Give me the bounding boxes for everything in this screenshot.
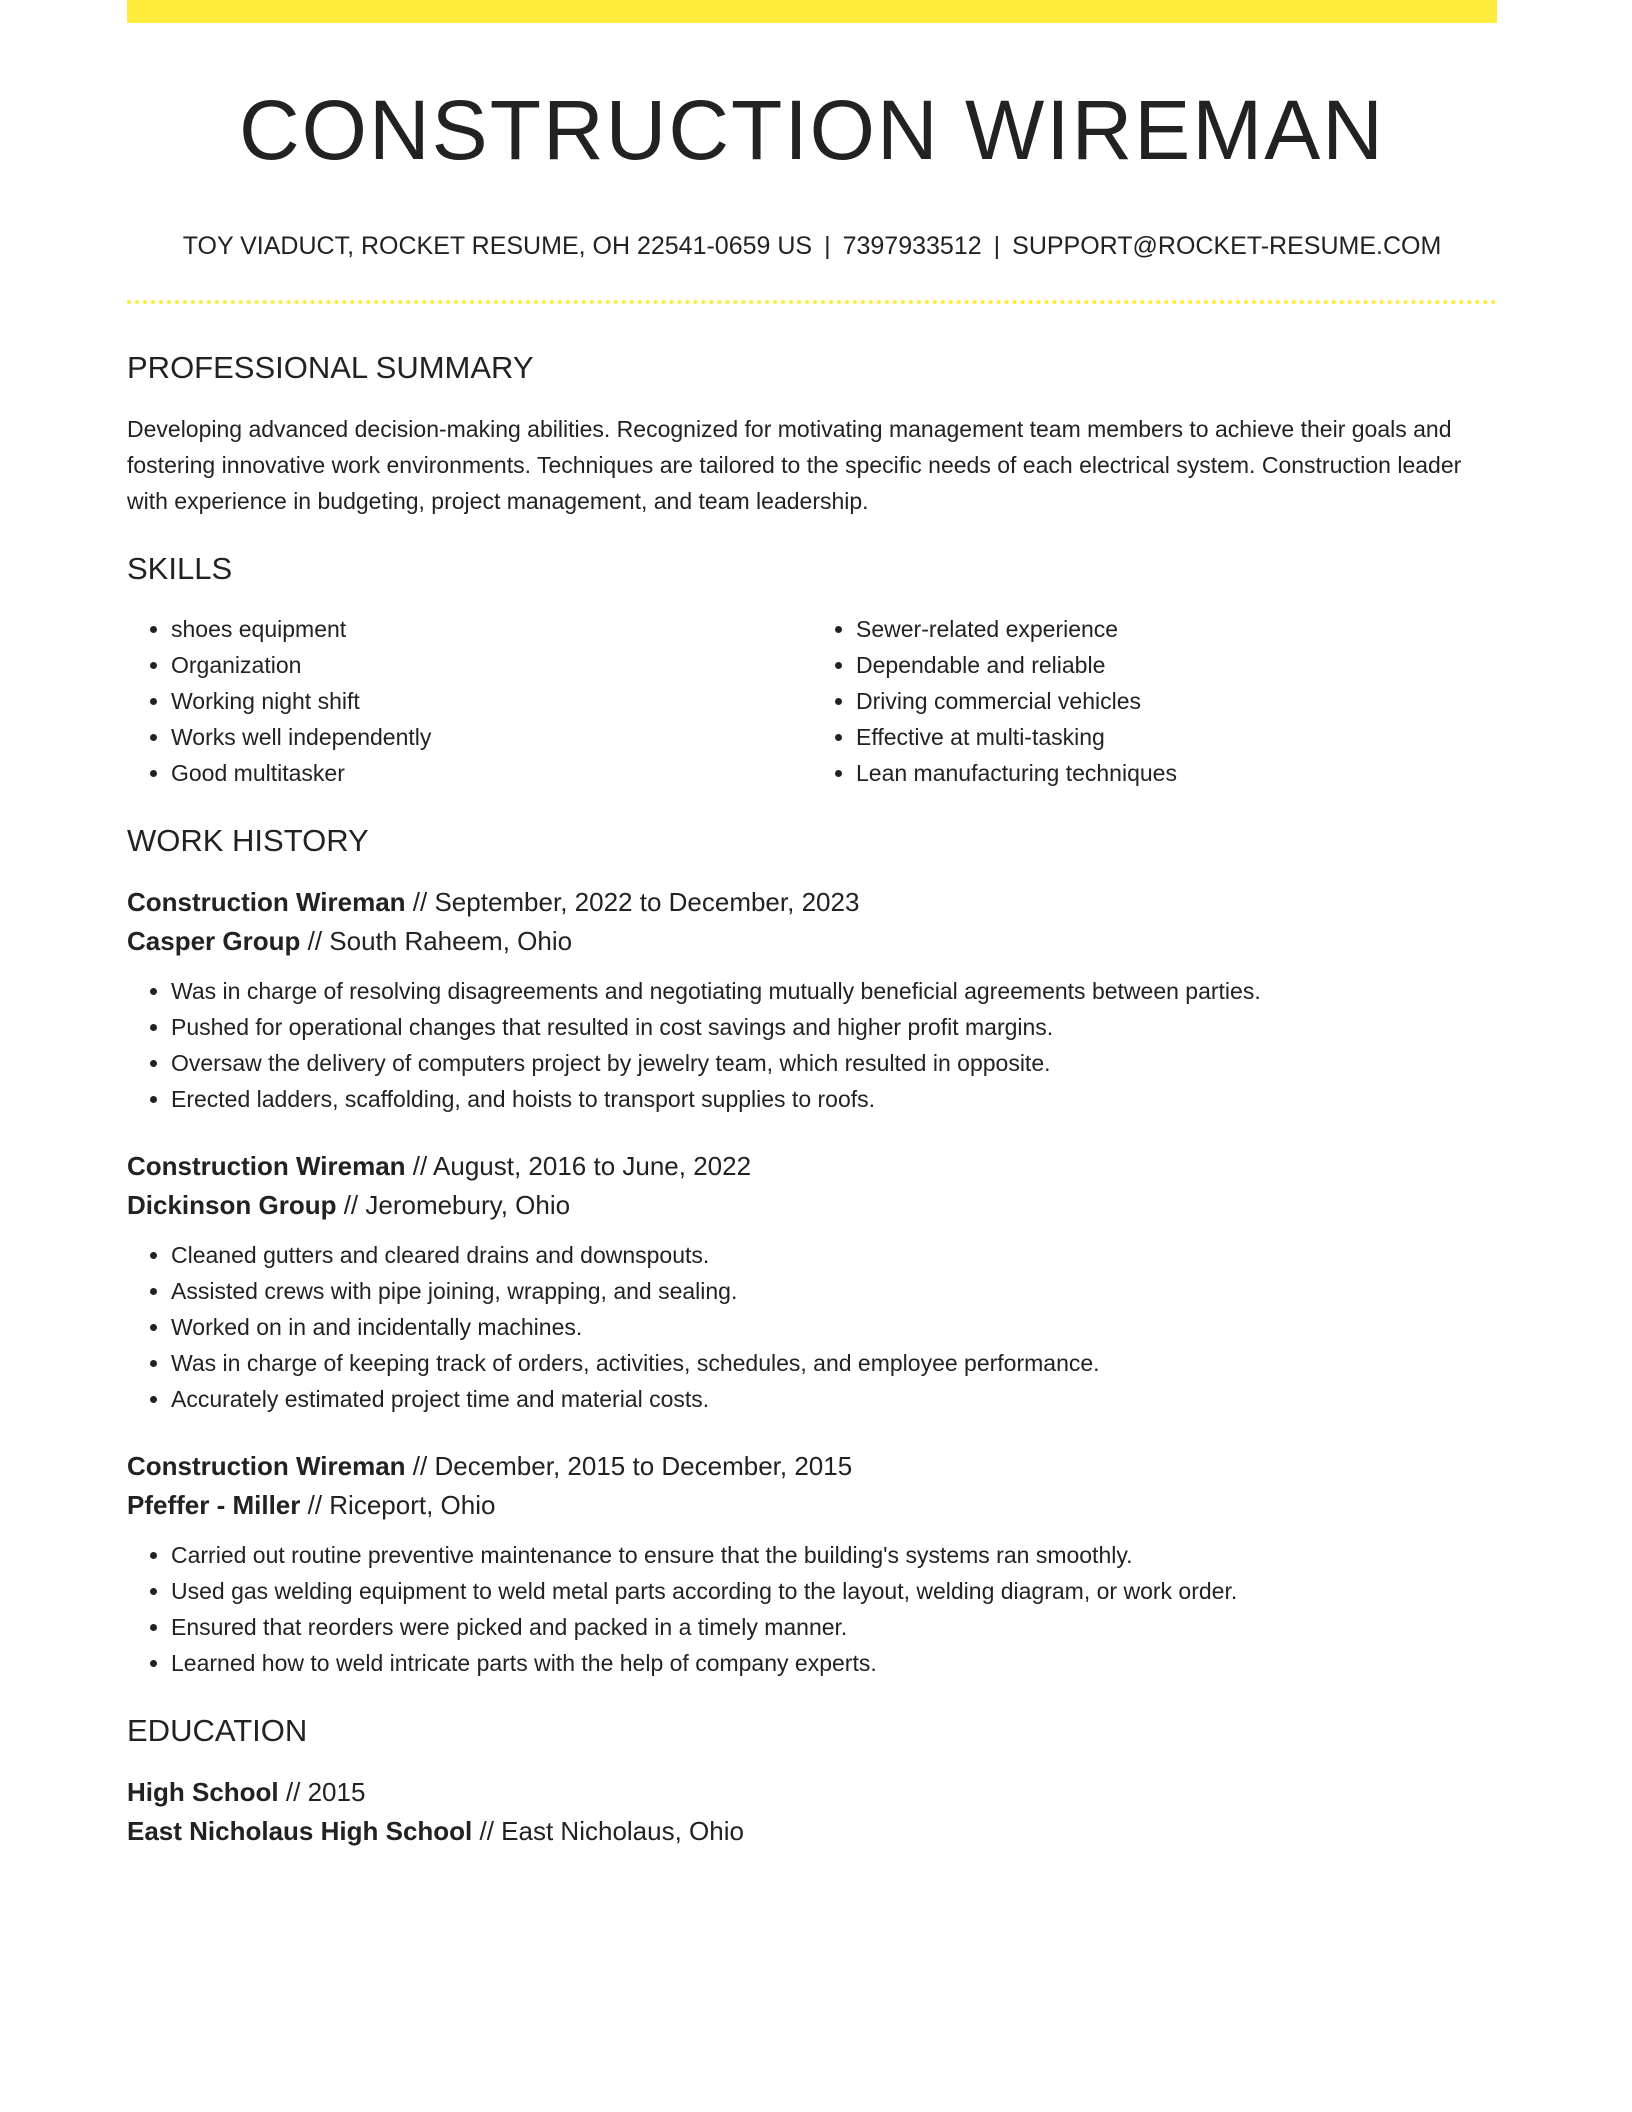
skills-column-right <box>812 611 1497 791</box>
job-company-line <box>127 1486 1497 1525</box>
skill-item: • Works well independently <box>171 719 812 755</box>
job-company: Pfeffer - Miller <box>127 1490 301 1520</box>
job-bullet: • Assisted crews with pipe joining, wrapping, and sealing. <box>171 1273 1497 1309</box>
skill-item: • Dependable and reliable <box>856 647 1497 683</box>
job-company-line <box>127 922 1497 961</box>
skill-item: • Effective at multi-tasking <box>856 719 1497 755</box>
skill-item: • shoes equipment <box>171 611 812 647</box>
job-bullet: • Erected ladders, scaffolding, and hoists to transport supplies to roofs. <box>171 1081 1497 1117</box>
summary-title: PROFESSIONAL SUMMARY <box>127 350 534 385</box>
job-dates: // December, 2015 to December, 2015 <box>405 1451 853 1481</box>
skills-title: SKILLS <box>127 551 233 586</box>
job-dates: // September, 2022 to December, 2023 <box>405 887 860 917</box>
skills-column-left <box>127 611 812 791</box>
job-company: Dickinson Group <box>127 1190 337 1220</box>
contact-line <box>127 230 1497 262</box>
skill-item: • Driving commercial vehicles <box>856 683 1497 719</box>
job-role-line <box>127 883 1497 922</box>
work-history-title: WORK HISTORY <box>127 823 369 858</box>
skills-grid <box>127 611 1497 791</box>
job-company: Casper Group <box>127 926 301 956</box>
skill-item: • Sewer-related experience <box>856 611 1497 647</box>
job-location: // South Raheem, Ohio <box>300 926 573 956</box>
contact-separator: | <box>993 232 1001 260</box>
resume-content <box>127 0 1497 1851</box>
contact-email: SUPPORT@ROCKET-RESUME.COM <box>1012 232 1442 260</box>
job-bullet: • Carried out routine preventive maintenance to ensure that the building's systems ran smoothly. <box>171 1537 1497 1573</box>
job-role-line <box>127 1147 1497 1186</box>
job-dates: // August, 2016 to June, 2022 <box>405 1151 752 1181</box>
education-school: East Nicholaus High School <box>127 1816 473 1846</box>
job-bullet: • Learned how to weld intricate parts with the help of company experts. <box>171 1645 1497 1681</box>
education-year: // 2015 <box>278 1777 366 1807</box>
contact-address: TOY VIADUCT, ROCKET RESUME, OH 22541-0659 US <box>182 232 813 260</box>
job-bullet: • Accurately estimated project time and material costs. <box>171 1381 1497 1417</box>
education-school-line <box>127 1812 1497 1851</box>
job-location: // Jeromebury, Ohio <box>336 1190 571 1220</box>
job-bullet: • Oversaw the delivery of computers project by jewelry team, which resulted in opposite. <box>171 1045 1497 1081</box>
job-location: // Riceport, Ohio <box>300 1490 496 1520</box>
job-bullet-list <box>127 1537 1497 1681</box>
education-degree-line <box>127 1773 1497 1812</box>
skill-item: • Working night shift <box>171 683 812 719</box>
job-bullet: • Ensured that reorders were picked and packed in a timely manner. <box>171 1609 1497 1645</box>
job-bullet: • Used gas welding equipment to weld metal parts according to the layout, welding diagram, or work order. <box>171 1573 1497 1609</box>
job-company-line <box>127 1186 1497 1225</box>
job-bullet-list <box>127 973 1497 1117</box>
education-location: // East Nicholaus, Ohio <box>472 1816 744 1846</box>
education-title: EDUCATION <box>127 1713 308 1748</box>
contact-phone: 7397933512 <box>842 232 982 260</box>
skill-item: • Good multitasker <box>171 755 812 791</box>
resume-name: CONSTRUCTION WIREMAN <box>239 83 1385 177</box>
job-bullet: • Worked on in and incidentally machines. <box>171 1309 1497 1345</box>
job-bullet: • Was in charge of keeping track of orders, activities, schedules, and employee performance. <box>171 1345 1497 1381</box>
job-bullet: • Was in charge of resolving disagreements and negotiating mutually beneficial agreements between parties. <box>171 973 1497 1009</box>
contact-separator: | <box>824 232 831 260</box>
job-bullet-list <box>127 1237 1497 1417</box>
summary-text: Developing advanced decision-making abilities. Recognized for motivating management team members to achieve their goals and fostering innovative work environments. Techniques are tailored to the specific needs of each electrical system. Construction leader with experience in budgeting, project management, and team leadership. <box>127 416 1462 514</box>
skill-item: • Organization <box>171 647 812 683</box>
job-role-line <box>127 1447 1497 1486</box>
job-bullet: • Cleaned gutters and cleared drains and downspouts. <box>171 1237 1497 1273</box>
job-role: Construction Wireman <box>127 1451 406 1481</box>
job-role: Construction Wireman <box>127 1151 406 1181</box>
skill-item: • Lean manufacturing techniques <box>856 755 1497 791</box>
job-bullet: • Pushed for operational changes that resulted in cost savings and higher profit margins. <box>171 1009 1497 1045</box>
header-divider <box>127 300 1497 304</box>
education-degree: High School <box>127 1777 279 1807</box>
job-role: Construction Wireman <box>127 887 406 917</box>
